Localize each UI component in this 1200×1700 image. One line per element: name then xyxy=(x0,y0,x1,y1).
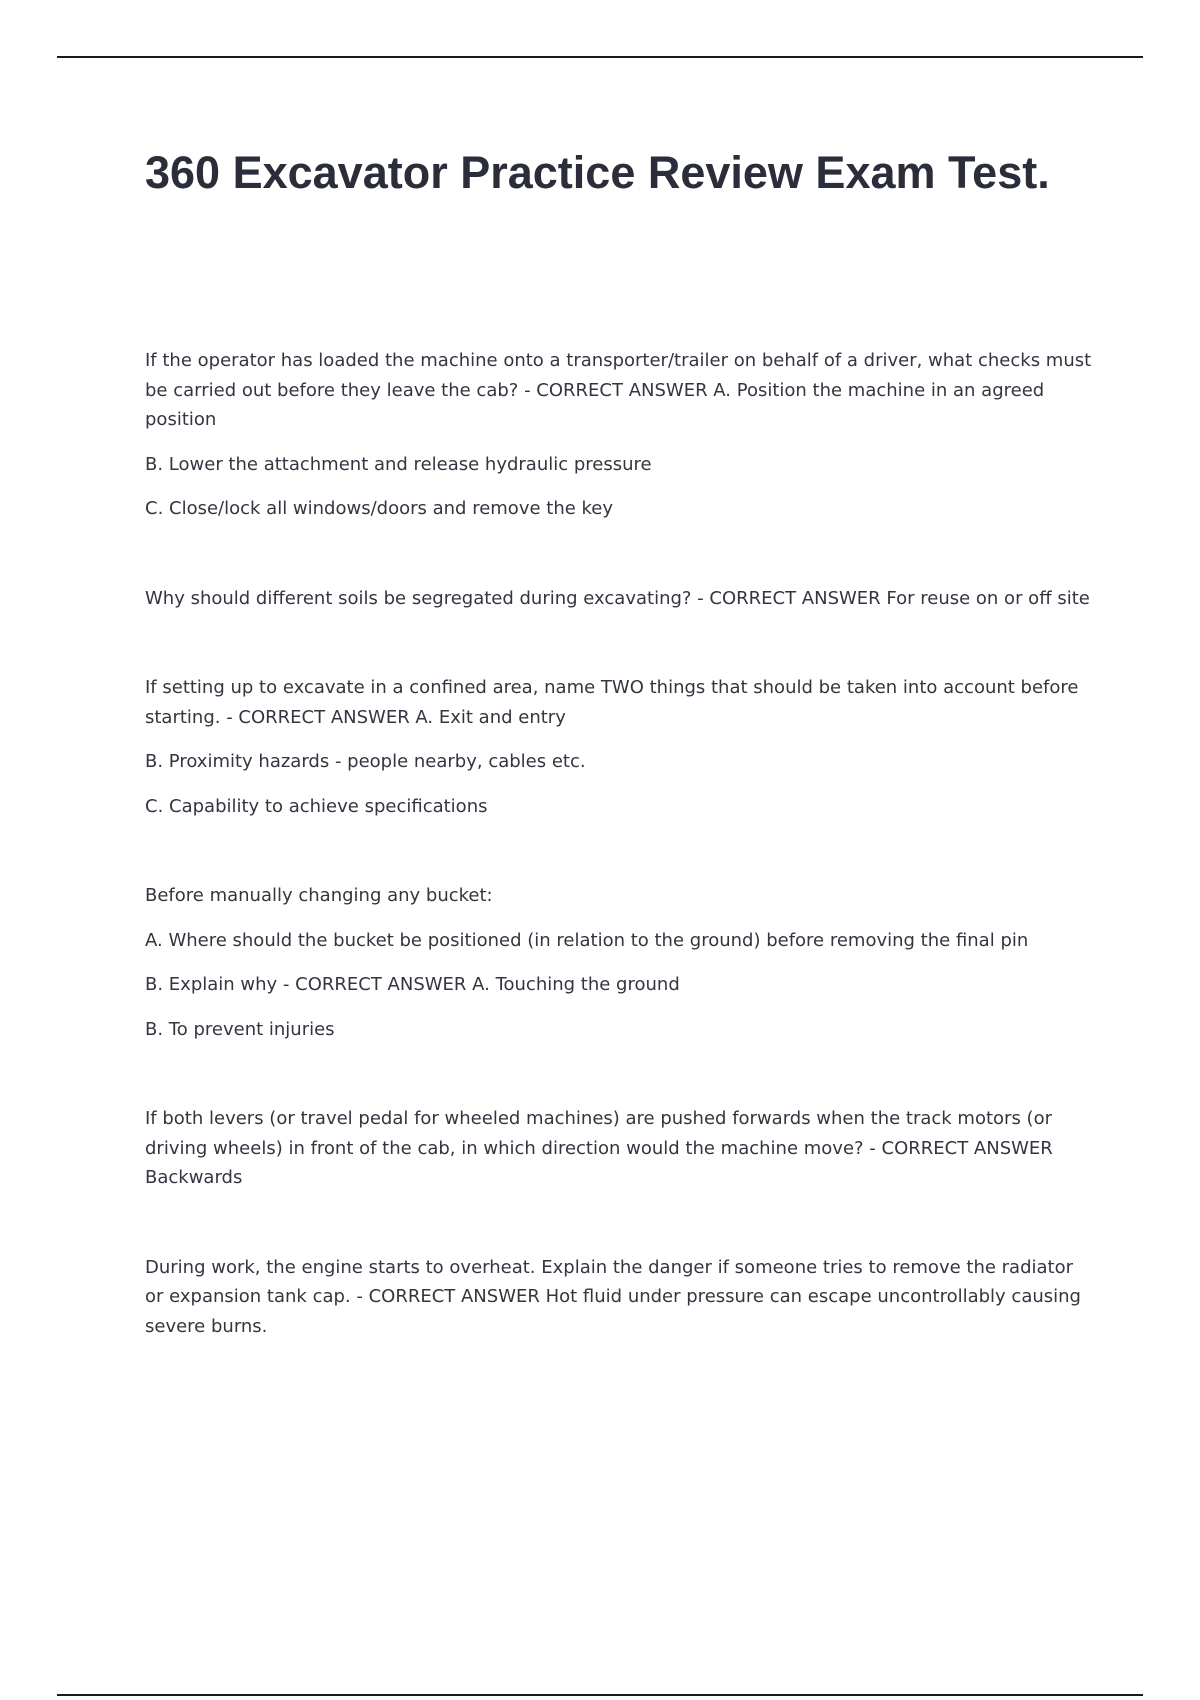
question-block-5 xyxy=(145,1104,1095,1193)
question-block-4 xyxy=(145,881,1095,1044)
question-block-2 xyxy=(145,584,1095,614)
answer-line: C. Capability to achieve specifications xyxy=(145,795,488,817)
question-block-6 xyxy=(145,1253,1095,1342)
question-text: If both levers (or travel pedal for wheeled machines) are pushed forwards when the track motors (or driving wheels) in front of the cab, in which direction would the machine move? - CORRECT ANSWER Backwards xyxy=(145,1108,1053,1188)
answer-line: C. Close/lock all windows/doors and remove the key xyxy=(145,498,614,519)
question-text: Why should different soils be segregated during excavating? - CORRECT ANSWER For reuse on or off site xyxy=(145,587,1090,609)
question-text: Before manually changing any bucket: xyxy=(145,885,493,906)
question-text: A. Where should the bucket be positioned (in relation to the ground) before removing the final pin xyxy=(145,929,1029,951)
header-rule xyxy=(57,56,1143,58)
question-list xyxy=(145,346,1095,1401)
question-text: If setting up to excavate in a confined area, name TWO things that should be taken into account before starting. - CORRECT ANSWER A. Exit and entry xyxy=(145,677,1079,728)
question-text: If the operator has loaded the machine onto a transporter/trailer on behalf of a driver, what checks must be carried out before they leave the cab? - CORRECT ANSWER A. Position the machine in an agreed position xyxy=(145,350,1092,430)
answer-line: B. Proximity hazards - people nearby, cables etc. xyxy=(145,751,586,772)
footer-rule xyxy=(57,1694,1143,1696)
answer-line: B. To prevent injuries xyxy=(145,1018,335,1040)
answer-line: B. Lower the attachment and release hydraulic pressure xyxy=(145,453,652,475)
page-title: 360 Excavator Practice Review Exam Test. xyxy=(145,147,1050,198)
question-block-3 xyxy=(145,673,1095,821)
question-text: During work, the engine starts to overheat. Explain the danger if someone tries to remove the radiator or expansion tank cap. - CORRECT ANSWER Hot fluid under pressure can escape uncontrollably causing severe burns. xyxy=(145,1256,1081,1337)
question-block-1 xyxy=(145,346,1095,524)
answer-line: B. Explain why - CORRECT ANSWER A. Touching the ground xyxy=(145,974,680,995)
